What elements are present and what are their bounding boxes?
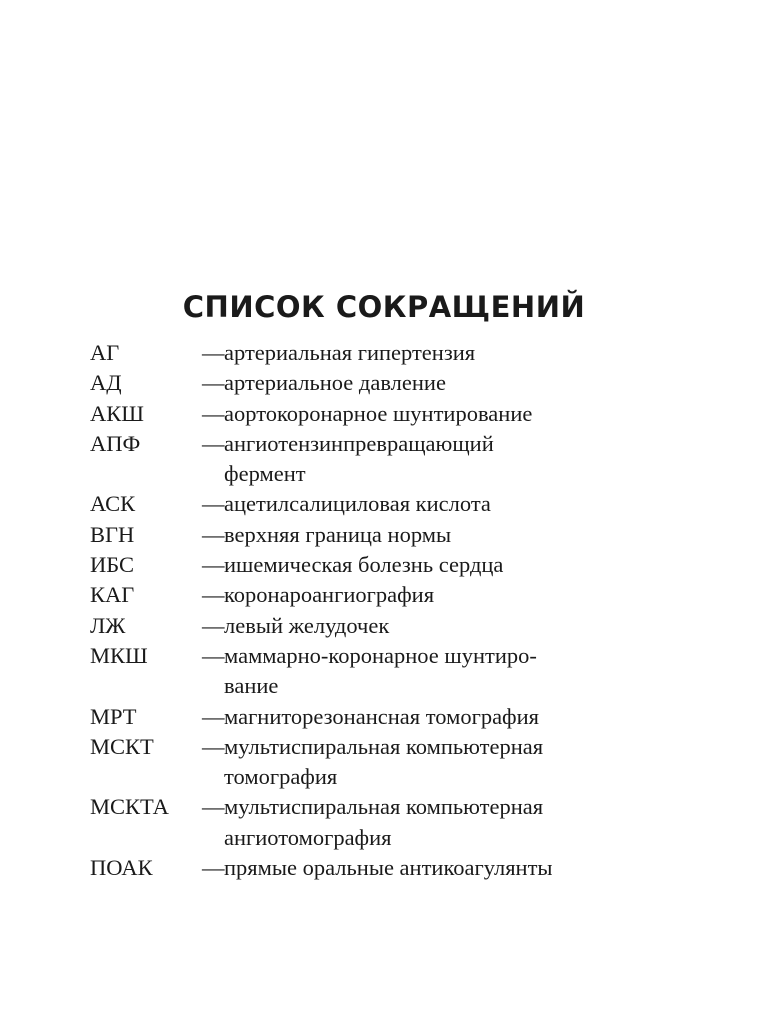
abbreviation: АСК <box>90 491 136 517</box>
dash-separator: — <box>202 855 225 881</box>
list-item <box>90 489 710 519</box>
dash-separator: — <box>202 733 225 759</box>
dash-separator: — <box>202 642 225 668</box>
dash-separator: — <box>202 400 225 426</box>
abbreviation: АПФ <box>90 430 141 456</box>
list-item <box>90 792 710 853</box>
abbreviation: МСКТ <box>90 733 154 759</box>
dash-separator: — <box>202 340 225 365</box>
list-item <box>90 611 710 641</box>
abbreviation: МСКТА <box>90 794 169 820</box>
abbreviation: ВГН <box>90 521 135 547</box>
abbreviation: КАГ <box>90 582 135 608</box>
list-item <box>90 550 710 580</box>
definition-line: коронароангиография <box>224 582 435 608</box>
definition <box>224 520 710 550</box>
abbreviation: АГ <box>90 340 120 365</box>
definition <box>224 702 710 732</box>
definition <box>224 489 710 519</box>
definition-line: верхняя граница нормы <box>224 521 452 547</box>
list-item <box>90 580 710 610</box>
definition-line: ишемическая болезнь сердца <box>224 552 504 578</box>
definition-line: маммарно-коронарное шунтиро- <box>224 642 537 668</box>
dash-separator: — <box>202 552 225 578</box>
list-item <box>90 641 710 702</box>
definition-line: мультиспиральная компьютерная <box>224 794 544 820</box>
list-item <box>90 853 710 883</box>
definition-line: ангиотензинпревращающий <box>224 430 494 456</box>
dash-separator: — <box>202 582 225 608</box>
definition <box>224 338 710 368</box>
definition-line: томография <box>224 764 338 790</box>
definition-line: ацетилсалициловая кислота <box>224 491 491 517</box>
definition-line: мультиспиральная компьютерная <box>224 733 544 759</box>
abbreviation-list <box>90 338 710 883</box>
definition-line: левый желудочек <box>224 612 390 638</box>
definition <box>224 732 710 793</box>
dash-separator: — <box>202 521 225 547</box>
definition-line: аортокоронарное шунтирование <box>224 400 533 426</box>
list-item <box>90 368 710 398</box>
list-item <box>90 429 710 490</box>
definition-line: артериальная гипертензия <box>224 340 476 365</box>
dash-separator: — <box>202 491 225 517</box>
definition-line: магниторезонансная томография <box>224 703 540 729</box>
definition-line: артериальное давление <box>224 370 446 396</box>
definition-line: фермент <box>224 461 306 487</box>
definition <box>224 429 710 490</box>
list-item <box>90 732 710 793</box>
abbreviation: ИБС <box>90 552 135 578</box>
definition <box>224 399 710 429</box>
definition <box>224 580 710 610</box>
abbreviation: ПОАК <box>90 855 153 881</box>
abbreviation: МРТ <box>90 703 137 729</box>
abbreviation: АКШ <box>90 400 144 426</box>
definition <box>224 368 710 398</box>
definition <box>224 641 710 702</box>
dash-separator: — <box>202 703 225 729</box>
definition-line: прямые оральные антикоагулянты <box>224 855 553 881</box>
page-title: СПИСОК СОКРАЩЕНИЙ <box>182 290 586 325</box>
dash-separator: — <box>202 370 225 396</box>
abbreviation: АД <box>90 370 122 396</box>
definition <box>224 792 710 853</box>
list-item <box>90 702 710 732</box>
dash-separator: — <box>202 430 225 456</box>
abbreviation: МКШ <box>90 642 148 668</box>
dash-separator: — <box>202 794 225 820</box>
list-item <box>90 520 710 550</box>
dash-separator: — <box>202 612 225 638</box>
definition <box>224 853 710 883</box>
definition <box>224 611 710 641</box>
list-item <box>90 338 710 368</box>
definition <box>224 550 710 580</box>
list-item <box>90 399 710 429</box>
definition-line: ангиотомография <box>224 824 392 850</box>
definition-line: вание <box>224 673 279 699</box>
abbreviation: ЛЖ <box>90 612 126 638</box>
